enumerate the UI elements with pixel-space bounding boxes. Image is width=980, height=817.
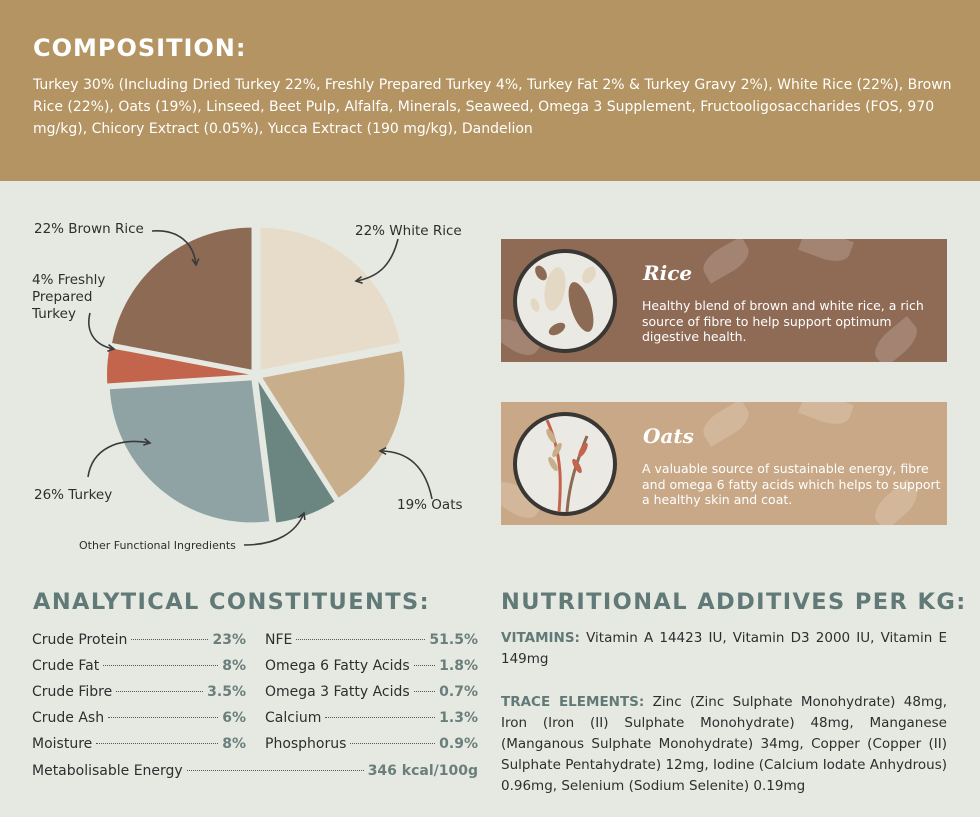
pie-slice-turkey: [110, 380, 270, 522]
dot-leader: [350, 743, 435, 744]
leaf-pattern: [798, 402, 854, 430]
composition-banner: [0, 0, 980, 181]
constituent-value: 1.3%: [439, 710, 478, 726]
oats-text: A valuable source of sustainable energy, fibre and omega 6 fatty acids which helps to support a healthy skin and coat.: [642, 461, 941, 507]
constituent-value: 8%: [222, 736, 246, 752]
analytical-row: [32, 632, 246, 652]
energy-row: [32, 763, 478, 783]
dot-leader: [414, 665, 435, 666]
constituent-value: 3.5%: [207, 684, 246, 700]
leaf-pattern: [798, 239, 854, 267]
pie-label-fresh-turkey-line3: Turkey: [32, 306, 76, 322]
constituent-value: 0.9%: [439, 736, 478, 752]
dot-leader: [96, 743, 218, 744]
constituent-name: Moisture: [32, 736, 93, 752]
constituent-name: Calcium: [265, 710, 322, 726]
dot-leader: [131, 639, 208, 640]
analytical-row: [32, 684, 246, 704]
rice-card: [501, 239, 947, 362]
constituent-name: Phosphorus: [265, 736, 347, 752]
rice-title: Rice: [643, 261, 693, 285]
composition-text: Turkey 30% (Including Dried Turkey 22%, Freshly Prepared Turkey 4%, Turkey Fat 2% & Turkey Gravy 2%), White Rice (22%), Brown Rice (22%), Oats (19%), Linseed, Beet Pulp, Alfalfa, Minerals, Seaweed, Omega 3 Supplement, Fructooligosaccharides (FOS, 970 mg/kg), Chicory Extract (0.05%), Yucca Extract (190 mg/kg), Dandelion: [33, 77, 952, 137]
constituent-value: 8%: [222, 658, 246, 674]
leaf-pattern: [698, 402, 754, 447]
trace-label: TRACE ELEMENTS:: [501, 694, 645, 710]
dot-leader: [103, 665, 218, 666]
dot-leader: [414, 691, 435, 692]
constituent-name: Omega 3 Fatty Acids: [265, 684, 410, 700]
trace-text: Zinc (Zinc Sulphate Monohydrate) 48mg, Iron (Iron (II) Sulphate Monohydrate) 48mg, Manganese (Manganous Sulphate Monohydrate) 34mg, Copper (Copper (II) Sulphate Pentahydrate) 12mg, Iodine (Calcium Iodate Anhydrous) 0.96mg, Selenium (Sodium Selenite) 0.19mg: [501, 694, 947, 794]
analytical-row: [265, 632, 478, 652]
energy-name: Metabolisable Energy: [32, 763, 183, 779]
leaf-pattern: [698, 239, 754, 284]
pie-label-fresh-turkey-line1: 4% Freshly: [32, 272, 106, 288]
dot-leader: [108, 717, 218, 718]
pie-label-white-rice: 22% White Rice: [355, 223, 462, 239]
rice-icon: [513, 249, 617, 353]
analytical-row: [265, 684, 478, 704]
dot-leader: [187, 770, 364, 771]
rice-text: Healthy blend of brown and white rice, a rich source of fibre to help support optimum digestive health.: [642, 298, 924, 344]
dot-leader: [116, 691, 203, 692]
constituent-value: 1.8%: [439, 658, 478, 674]
constituent-name: Crude Fat: [32, 658, 100, 674]
pie-label-turkey: 26% Turkey: [34, 487, 113, 503]
oat-stalk-icon: [513, 412, 617, 516]
analytical-row: [32, 658, 246, 678]
pie-label-oats: 19% Oats: [397, 497, 463, 513]
pie-label-fresh-turkey-line2: Prepared: [32, 289, 93, 305]
vitamins-text: Vitamin A 14423 IU, Vitamin D3 2000 IU, Vitamin E 149mg: [501, 630, 947, 667]
dot-leader: [325, 717, 435, 718]
composition-title: COMPOSITION:: [33, 34, 247, 62]
analytical-row: [32, 736, 246, 756]
constituent-value: 6%: [222, 710, 246, 726]
oats-card: [501, 402, 947, 525]
pie-label-fresh-turkey: [32, 272, 105, 323]
analytical-row: [265, 658, 478, 678]
dot-leader: [296, 639, 425, 640]
oats-title: Oats: [643, 424, 694, 448]
pie-label-brown-rice: 22% Brown Rice: [34, 221, 144, 237]
constituent-name: Crude Ash: [32, 710, 105, 726]
constituent-value: 51.5%: [429, 632, 478, 648]
constituent-name: NFE: [265, 632, 293, 648]
additives-title: NUTRITIONAL ADDITIVES PER KG:: [501, 589, 967, 615]
constituent-name: Crude Protein: [32, 632, 128, 648]
constituent-value: 23%: [212, 632, 246, 648]
analytical-row: [265, 736, 478, 756]
trace-elements-block: [501, 692, 947, 797]
constituent-name: Crude Fibre: [32, 684, 113, 700]
analytical-title: ANALYTICAL CONSTITUENTS:: [33, 589, 430, 615]
analytical-row: [265, 710, 478, 730]
vitamins-label: VITAMINS:: [501, 630, 580, 646]
constituent-name: Omega 6 Fatty Acids: [265, 658, 410, 674]
vitamins-block: [501, 628, 947, 670]
constituent-value: 0.7%: [439, 684, 478, 700]
pie-slice-brown-rice: [112, 228, 251, 370]
analytical-row: [32, 710, 246, 730]
pie-label-other: Other Functional Ingredients: [79, 539, 236, 552]
arrow-oats: [380, 451, 432, 499]
pie-slice-white-rice: [260, 228, 399, 370]
energy-value: 346 kcal/100g: [367, 763, 478, 779]
